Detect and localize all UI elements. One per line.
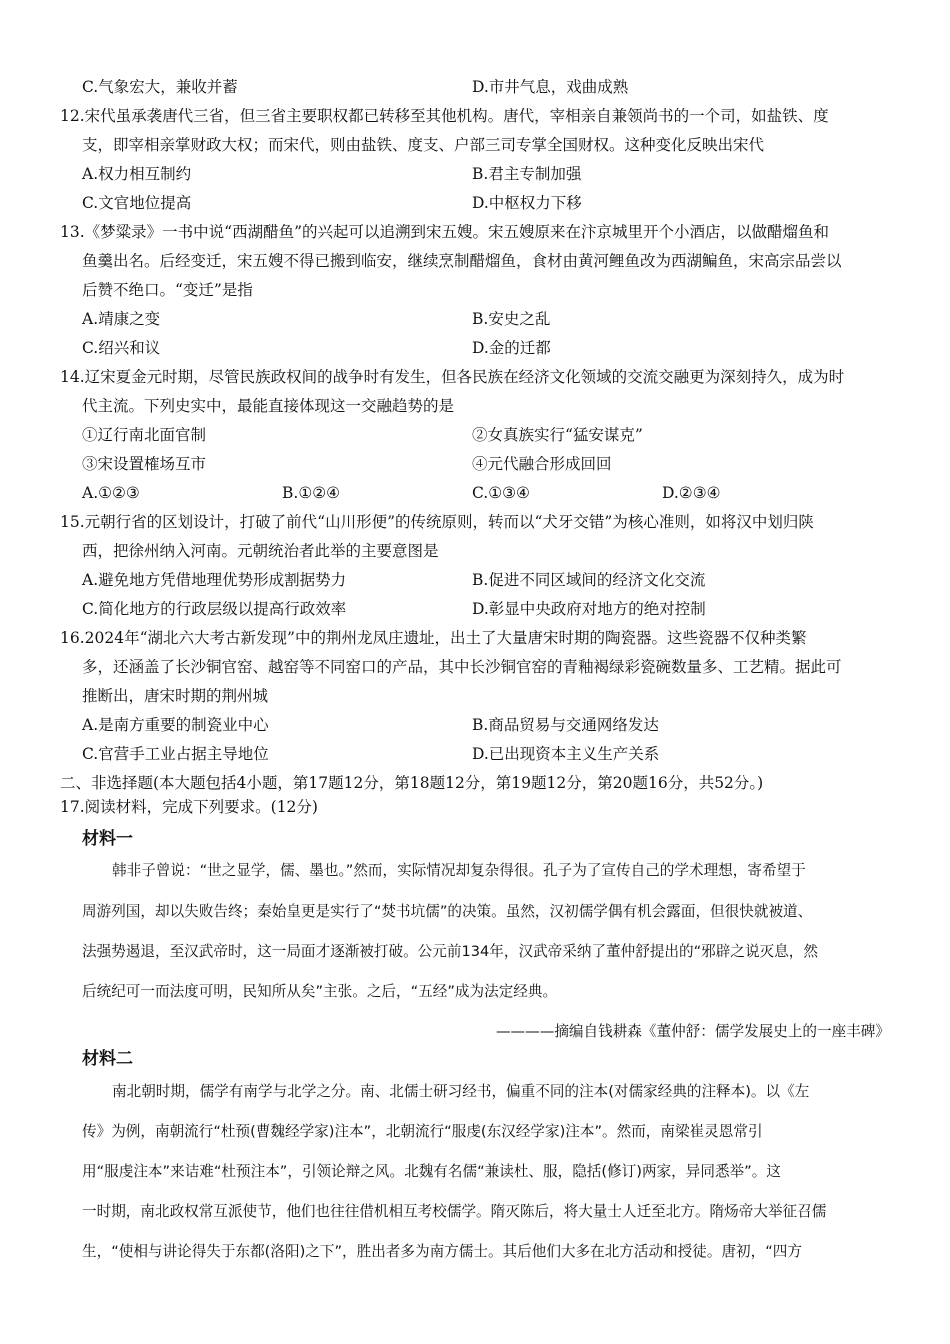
material-2-line-1: 南北朝时期，儒学有南学与北学之分。南、北儒士研习经书，偏重不同的注本(对儒家经典的注释本)。以《左 (112, 1083, 810, 1100)
q14-option-a: A.①②③ (82, 484, 140, 502)
material-2-line-5: 生，“使相与讲论得失于东都(洛阳)之下”，胜出者多为南方儒士。其后他们大多在北方活动和授徒。唐初，“四方 (82, 1243, 802, 1260)
section-2-heading: 二、非选择题(本大题包括4小题，第17题12分，第18题12分，第19题12分，第20题16分，共52分。) (60, 774, 764, 792)
q13-stem-line-3: 后赞不绝口。“变迁”是指 (82, 281, 253, 299)
q11-option-c: C.气象宏大，兼收并蓄 (82, 78, 238, 96)
q16-option-c: C.官营手工业占据主导地位 (82, 745, 269, 763)
q16-option-a: A.是南方重要的制瓷业中心 (82, 716, 269, 734)
q13-option-d: D.金的迁都 (472, 339, 551, 357)
q16-stem-line-2: 多，还涵盖了长沙铜官窑、越窑等不同窑口的产品，其中长沙铜官窑的青釉褐绿彩瓷碗数量多、工艺精。据此可 (82, 658, 842, 676)
q14-item-2: ②女真族实行“猛安谋克” (472, 426, 643, 444)
material-2-line-2: 传》为例，南朝流行“杜预(曹魏经学家)注本”，北朝流行“服虔(东汉经学家)注本”。然而，南梁崔灵恩常引 (82, 1123, 763, 1140)
q12-option-c: C.文官地位提高 (82, 194, 192, 212)
q15-stem-line-2: 西，把徐州纳入河南。元朝统治者此举的主要意图是 (82, 542, 439, 560)
q14-item-4: ④元代融合形成回回 (472, 455, 612, 473)
material-1-title: 材料一 (82, 829, 133, 849)
q14-option-d: D.②③④ (662, 484, 721, 502)
q13-option-b: B.安史之乱 (472, 310, 551, 328)
material-2-title: 材料二 (82, 1049, 133, 1069)
q13-stem-line-2: 鱼羹出名。后经变迁，宋五嫂不得已搬到临安，继续烹制醋熘鱼，食材由黄河鲤鱼改为西湖鳊鱼，宋高宗品尝以 (82, 252, 842, 270)
material-1-line-1: 韩非子曾说：“世之显学，儒、墨也。”然而，实际情况却复杂得很。孔子为了宣传自己的学术理想，寄希望于 (112, 862, 806, 879)
q15-option-a: A.避免地方凭借地理优势形成割据势力 (82, 571, 347, 589)
q17-title: 17.阅读材料，完成下列要求。(12分) (60, 798, 318, 816)
q12-option-b: B.君主专制加强 (472, 165, 582, 183)
q15-option-b: B.促进不同区域间的经济文化交流 (472, 571, 706, 589)
q13-option-a: A.靖康之变 (82, 310, 161, 328)
q13-stem-line-1: 13.《梦粱录》一书中说“西湖醋鱼”的兴起可以追溯到宋五嫂。宋五嫂原来在汴京城里开个小酒店，以做醋熘鱼和 (60, 223, 830, 241)
q14-stem-line-1: 14.辽宋夏金元时期，尽管民族政权间的战争时有发生，但各民族在经济文化领域的交流交融更为深刻持久，成为时 (60, 368, 845, 386)
material-2-line-4: 一时期，南北政权常互派使节，他们也往往借机相互考校儒学。隋灭陈后，将大量士人迁至北方。隋炀帝大举征召儒 (82, 1203, 827, 1220)
q14-option-b: B.①②④ (282, 484, 341, 502)
material-2-line-3: 用“服虔注本”来诘难“杜预注本”，引领论辩之风。北魏有名儒“兼读杜、服，隐括(修订)两家，异同悉举”。这 (82, 1163, 781, 1180)
q11-option-d: D.市井气息，戏曲成熟 (472, 78, 629, 96)
q16-stem-line-1: 16.2024年“湖北六大考古新发现”中的荆州龙凤庄遗址，出土了大量唐宋时期的陶瓷器。这些瓷器不仅种类繁 (60, 629, 807, 647)
q15-stem-line-1: 15.元朝行省的区划设计，打破了前代“山川形便”的传统原则，转而以“犬牙交错”为核心准则，如将汉中划归陕 (60, 513, 814, 531)
q12-stem-line-1: 12.宋代虽承袭唐代三省，但三省主要职权都已转移至其他机构。唐代，宰相亲自兼领尚书的一个司，如盐铁、度 (60, 107, 829, 125)
material-1-line-2: 周游列国，却以失败告终；秦始皇更是实行了“焚书坑儒”的决策。虽然，汉初儒学偶有机会露面，但很快就被道、 (82, 903, 813, 920)
q14-stem-line-2: 代主流。下列史实中，最能直接体现这一交融趋势的是 (82, 397, 455, 415)
q14-option-c: C.①③④ (472, 484, 530, 502)
q14-item-1: ①辽行南北面官制 (82, 426, 207, 444)
q15-option-c: C.简化地方的行政层级以提高行政效率 (82, 600, 347, 618)
material-1-line-3: 法强势遏退，至汉武帝时，这一局面才逐渐被打破。公元前134年，汉武帝采纳了董仲舒提出的“邪辟之说灭息，然 (82, 943, 818, 960)
q16-option-b: B.商品贸易与交通网络发达 (472, 716, 659, 734)
q15-option-d: D.彰显中央政府对地方的绝对控制 (472, 600, 706, 618)
q12-stem-line-2: 支，即宰相亲掌财政大权；而宋代，则由盐铁、度支、户部三司专掌全国财权。这种变化反映出宋代 (82, 136, 765, 154)
q14-item-3: ③宋设置榷场互市 (82, 455, 207, 473)
q13-option-c: C.绍兴和议 (82, 339, 161, 357)
q12-option-d: D.中枢权力下移 (472, 194, 582, 212)
q16-stem-line-3: 推断出，唐宋时期的荆州城 (82, 687, 269, 705)
material-1-line-4: 后统纪可一而法度可明，民知所从矣”主张。之后，“五经”成为法定经典。 (82, 983, 558, 1000)
material-1-source: ————摘编自钱耕森《董仲舒：儒学发展史上的一座丰碑》 (495, 1023, 890, 1040)
q12-option-a: A.权力相互制约 (82, 165, 192, 183)
q16-option-d: D.已出现资本主义生产关系 (472, 745, 660, 763)
